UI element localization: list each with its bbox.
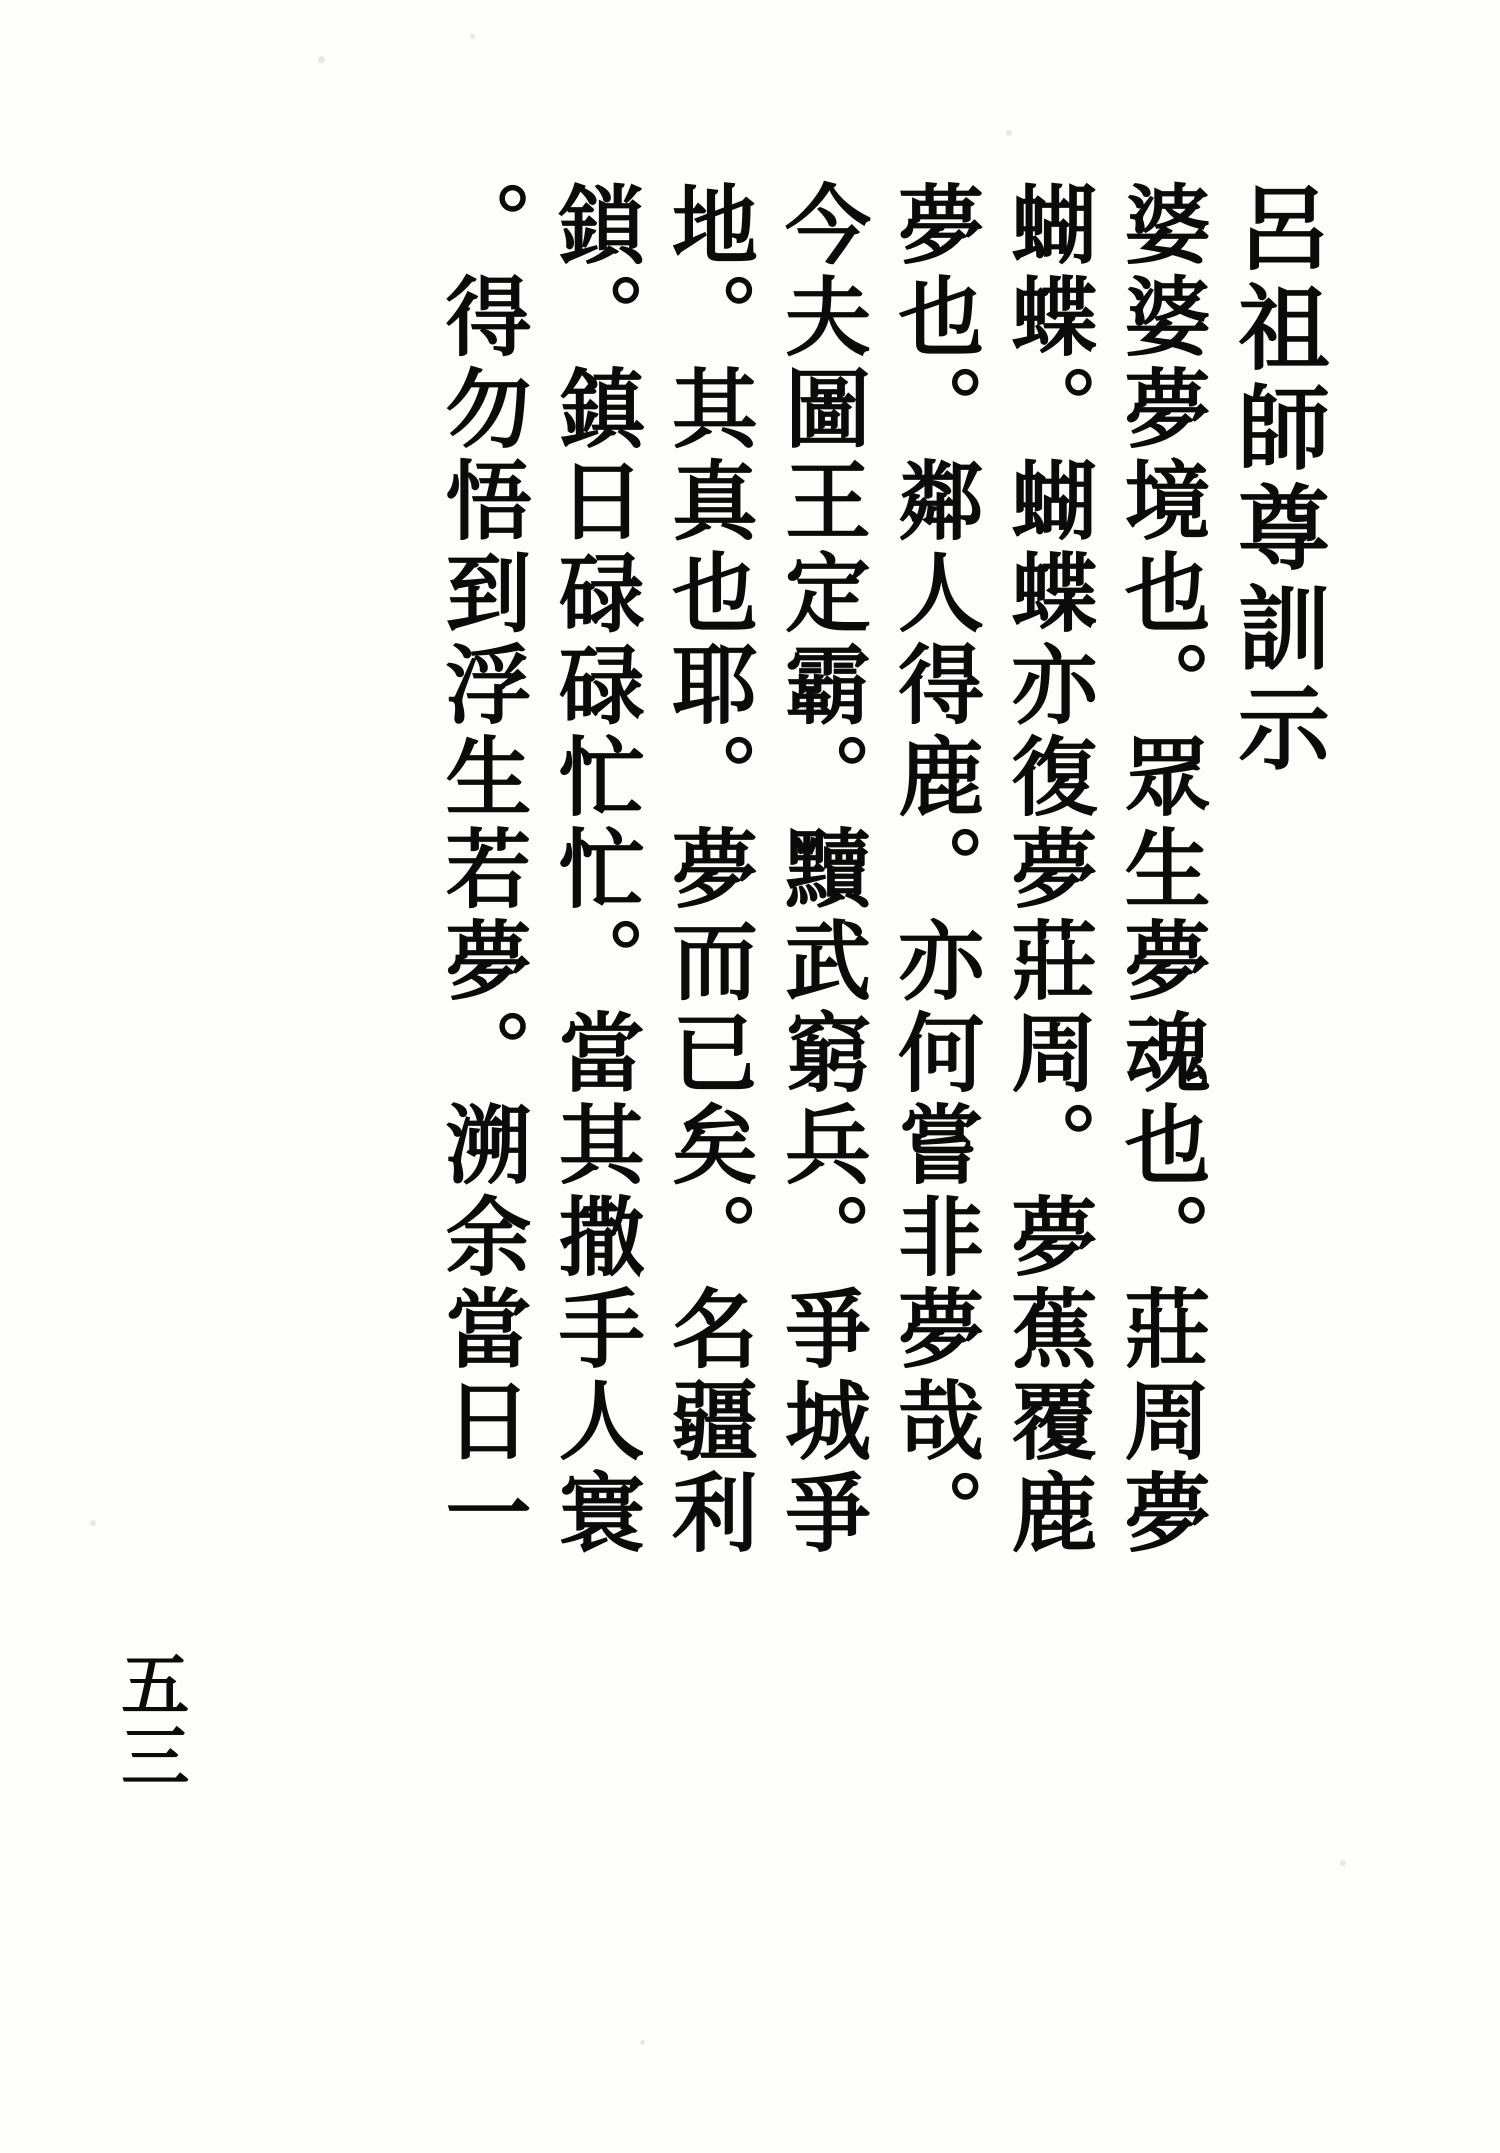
text-column-8: 。得勿悟到浮生若夢。溯余當日一	[430, 180, 532, 1560]
text-column-5: 今夫圖王定霸。黷武窮兵。爭城爭	[770, 180, 872, 1560]
paper-speck	[640, 2040, 645, 2045]
text-column-3: 蝴蝶。蝴蝶亦復夢莊周。夢蕉覆鹿	[996, 180, 1098, 1560]
text-column-4: 夢也。鄰人得鹿。亦何嘗非夢哉。	[883, 180, 985, 1560]
page-number: 五三	[109, 1649, 190, 1793]
text-column-6: 地。其真也耶。夢而已矣。名疆利	[656, 180, 758, 1560]
paper-speck	[1006, 130, 1012, 136]
paper-speck	[470, 34, 475, 39]
paper-speck	[90, 1520, 96, 1526]
paper-speck	[318, 56, 325, 63]
text-column-2: 婆婆夢境也。眾生夢魂也。莊周夢	[1109, 180, 1211, 1560]
text-column-1-title: 呂祖師尊訓示	[1223, 180, 1331, 780]
text-column-7: 鎖。鎮日碌碌忙忙。當其撒手人寰	[543, 180, 645, 1560]
vertical-text-block	[413, 180, 1331, 1880]
paper-speck	[1340, 1860, 1346, 1866]
